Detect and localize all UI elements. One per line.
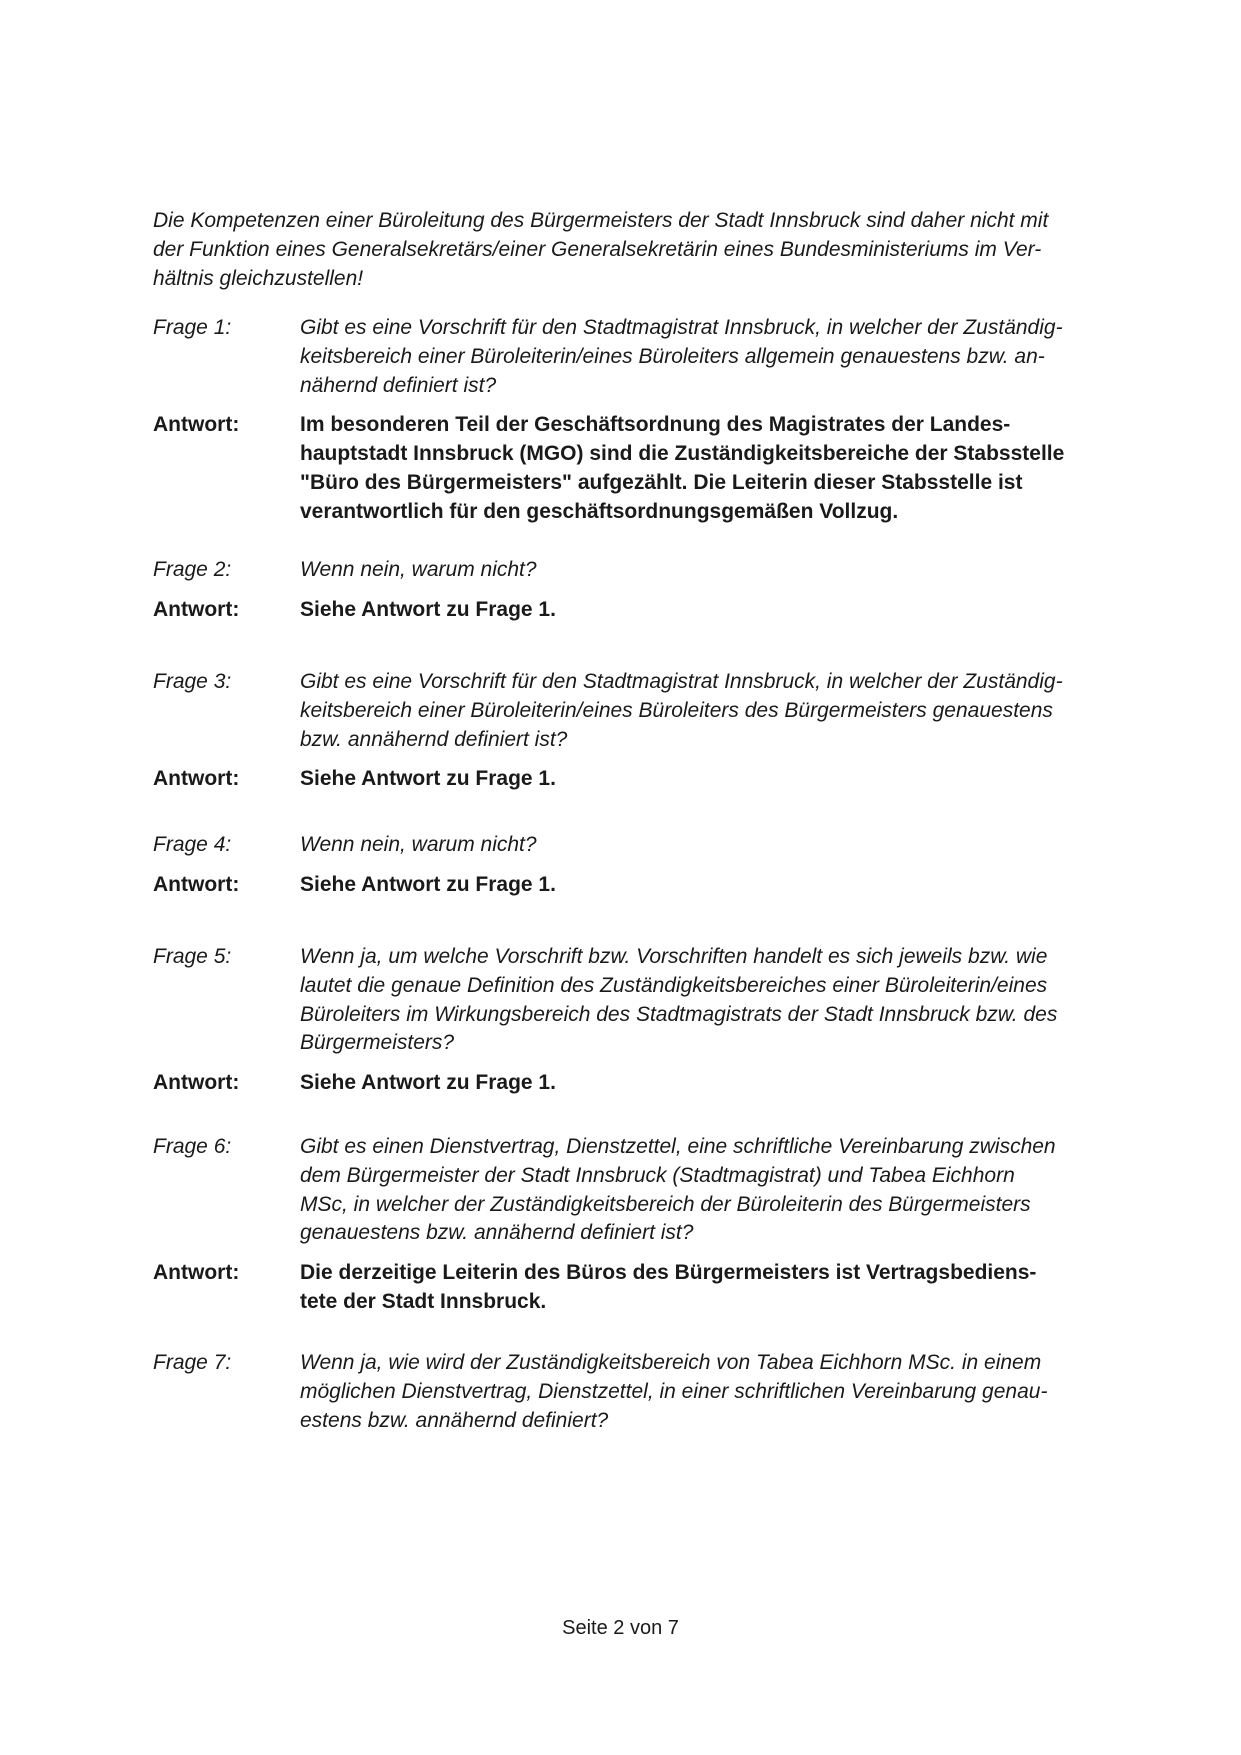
page-number: Seite 2 von 7 <box>562 1617 679 1639</box>
answer-text: Siehe Antwort zu Frage 1. <box>300 1071 556 1095</box>
question-text: Wenn nein, warum nicht? <box>300 558 537 581</box>
answer-label: Antwort: <box>153 872 240 896</box>
intro-line: Die Kompetenzen einer Büroleitung des Bürgermeisters der Stadt Innsbruck sind daher nicht mit <box>153 209 1049 232</box>
answer-label: Antwort: <box>153 1261 240 1285</box>
question-text: Gibt es eine Vorschrift für den Stadtmagistrat Innsbruck, in welcher der Zuständig- keitsbereich einer Büroleiterin/eines Büroleiters allgemein genauestens bzw. an- nähernd definiert ist? <box>300 316 1063 397</box>
answer-text: Siehe Antwort zu Frage 1. <box>300 872 556 896</box>
question-label: Frage 6: <box>153 1135 232 1158</box>
question-row <box>153 556 1133 585</box>
intro-paragraph <box>153 207 1133 293</box>
qa-block-4 <box>153 831 1133 900</box>
question-label: Frage 5: <box>153 945 232 968</box>
answer-row <box>153 596 1133 625</box>
answer-row <box>153 411 1133 526</box>
question-row <box>153 668 1133 754</box>
question-text: Wenn ja, um welche Vorschrift bzw. Vorschriften handelt es sich jeweils bzw. wie lautet die genaue Definition des Zuständigkeitsbereiches einer Büroleiterin/eines Büroleiters im Wirkungsbereich des Stadtmagistrats der Stadt Innsbruck bzw. des Bürgermeisters? <box>300 945 1058 1055</box>
question-row <box>153 943 1133 1058</box>
answer-row <box>153 871 1133 900</box>
qa-block-2 <box>153 556 1133 625</box>
qa-block-3 <box>153 668 1133 794</box>
qa-block-6 <box>153 1133 1133 1317</box>
question-row <box>153 831 1133 860</box>
question-row <box>153 1349 1133 1435</box>
question-row <box>153 1133 1133 1248</box>
intro-line: der Funktion eines Generalsekretärs/einer Generalsekretärin eines Bundesministeriums im Ver- <box>153 237 1042 261</box>
answer-text: Siehe Antwort zu Frage 1. <box>300 767 556 791</box>
qa-block-1 <box>153 314 1133 527</box>
question-label: Frage 1: <box>153 316 232 339</box>
question-text: Gibt es einen Dienstvertrag, Dienstzettel, eine schriftliche Vereinbarung zwischen dem Bürgermeister der Stadt Innsbruck (Stadtmagistrat) und Tabea Eichhorn MSc, in welcher der Zuständigkeitsbereich der Büroleiterin des Bürgermeisters genauestens bzw. annähernd definiert ist? <box>300 1135 1056 1245</box>
question-label: Frage 3: <box>153 670 232 693</box>
question-text: Wenn nein, warum nicht? <box>300 833 537 856</box>
answer-text: Die derzeitige Leiterin des Büros des Bürgermeisters ist Vertragsbediens- tete der Stadt Innsbruck. <box>300 1261 1037 1313</box>
intro-line: hältnis gleichzustellen! <box>153 266 364 290</box>
answer-label: Antwort: <box>153 413 240 437</box>
qa-block-7 <box>153 1349 1133 1435</box>
answer-row <box>153 765 1133 794</box>
question-label: Frage 2: <box>153 558 232 581</box>
question-label: Frage 4: <box>153 833 232 856</box>
answer-text: Im besonderen Teil der Geschäftsordnung des Magistrates der Landes- hauptstadt Innsbruck (MGO) sind die Zuständigkeitsbereiche der Stabsstelle "Büro des Bürgermeisters" aufgezählt. Die Leiterin dieser Stabsstelle ist verantwortlich für den geschäftsordnungsgemäßen Vollzug. <box>300 413 1065 523</box>
question-text: Gibt es eine Vorschrift für den Stadtmagistrat Innsbruck, in welcher der Zuständig- keitsbereich einer Büroleiterin/eines Büroleiters des Bürgermeisters genauestens bzw. annähernd definiert ist? <box>300 670 1063 751</box>
qa-block-5 <box>153 943 1133 1098</box>
answer-label: Antwort: <box>153 1071 240 1095</box>
answer-text: Siehe Antwort zu Frage 1. <box>300 597 556 621</box>
answer-row <box>153 1259 1133 1317</box>
question-text: Wenn ja, wie wird der Zuständigkeitsbereich von Tabea Eichhorn MSc. in einem möglichen Dienstvertrag, Dienstzettel, in einer schriftlichen Vereinbarung genau- estens bzw. annähernd definiert? <box>300 1351 1048 1432</box>
answer-row <box>153 1069 1133 1098</box>
answer-label: Antwort: <box>153 767 240 791</box>
question-label: Frage 7: <box>153 1351 232 1374</box>
question-row <box>153 314 1133 400</box>
answer-label: Antwort: <box>153 597 240 621</box>
